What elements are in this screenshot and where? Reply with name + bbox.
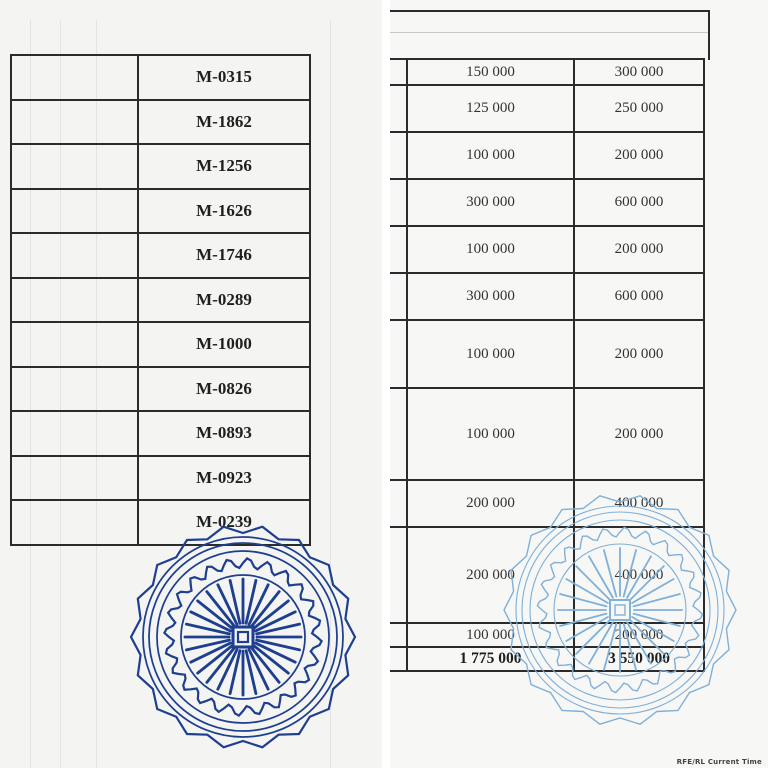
grand-total-row — [390, 647, 704, 671]
amount-cell: 100 000 — [407, 226, 574, 273]
blank-cell — [11, 233, 138, 278]
amount-cell: 200 000 — [407, 527, 574, 623]
stub-cell — [390, 320, 407, 388]
blank-cell — [11, 456, 138, 501]
registration-code: M-0893 — [138, 411, 310, 456]
table-row — [390, 85, 704, 132]
stub-cell — [390, 179, 407, 226]
stub-cell — [390, 388, 407, 480]
table-row — [390, 273, 704, 320]
table-row — [11, 144, 310, 189]
registration-code: M-0289 — [138, 278, 310, 323]
amount-cell: 300 000 — [407, 273, 574, 320]
table-row — [390, 320, 704, 388]
amount-cell: 100 000 — [407, 320, 574, 388]
amount-cell: 100 000 — [407, 623, 574, 647]
table-row — [11, 411, 310, 456]
blank-cell — [11, 100, 138, 145]
grand-total-amount: 1 775 000 — [407, 647, 574, 671]
table-row — [390, 388, 704, 480]
blank-cell — [11, 411, 138, 456]
left-document-page — [0, 0, 382, 768]
table-row — [390, 59, 704, 85]
table-row — [11, 55, 310, 100]
stub-cell — [390, 273, 407, 320]
table-row — [11, 456, 310, 501]
total-cell: 200 000 — [574, 388, 704, 480]
amount-cell: 150 000 — [407, 59, 574, 85]
amount-cell: 300 000 — [407, 179, 574, 226]
blank-cell — [11, 367, 138, 412]
table-header-lines — [390, 10, 710, 60]
source-watermark: RFE/RL Current Time — [676, 758, 762, 766]
blank-cell — [11, 322, 138, 367]
table-row — [390, 179, 704, 226]
right-document-page — [390, 0, 768, 768]
total-cell: 600 000 — [574, 179, 704, 226]
table-row — [11, 100, 310, 145]
registration-code: M-0826 — [138, 367, 310, 412]
table-row — [390, 132, 704, 179]
total-cell: 200 000 — [574, 623, 704, 647]
official-seal-stamp-dark — [128, 522, 358, 752]
registration-code: M-0315 — [138, 55, 310, 100]
blank-cell — [11, 189, 138, 234]
blank-cell — [11, 500, 138, 545]
registration-code: M-1626 — [138, 189, 310, 234]
table-row — [390, 480, 704, 527]
stub-cell — [390, 226, 407, 273]
registration-code: M-1862 — [138, 100, 310, 145]
stub-cell — [390, 647, 407, 671]
table-row — [11, 322, 310, 367]
table-row — [11, 233, 310, 278]
registration-code: M-1746 — [138, 233, 310, 278]
total-cell: 200 000 — [574, 320, 704, 388]
table-row — [390, 527, 704, 623]
grand-total-sum: 3 550 000 — [574, 647, 704, 671]
blank-cell — [11, 55, 138, 100]
stub-cell — [390, 527, 407, 623]
stub-cell — [390, 623, 407, 647]
stub-cell — [390, 132, 407, 179]
stub-cell — [390, 480, 407, 527]
table-row — [11, 367, 310, 412]
table-row — [11, 189, 310, 234]
blank-cell — [11, 278, 138, 323]
table-row — [390, 226, 704, 273]
amount-cell: 200 000 — [407, 480, 574, 527]
table-row — [11, 500, 310, 545]
registration-code: M-1256 — [138, 144, 310, 189]
total-cell: 200 000 — [574, 132, 704, 179]
stub-cell — [390, 85, 407, 132]
amount-cell: 100 000 — [407, 388, 574, 480]
total-cell: 400 000 — [574, 527, 704, 623]
registration-code: M-0923 — [138, 456, 310, 501]
total-cell: 300 000 — [574, 59, 704, 85]
registration-code: M-0239 — [138, 500, 310, 545]
total-cell: 400 000 — [574, 480, 704, 527]
registration-code: M-1000 — [138, 322, 310, 367]
total-cell: 600 000 — [574, 273, 704, 320]
table-row — [390, 623, 704, 647]
amount-cell: 125 000 — [407, 85, 574, 132]
table-row — [11, 278, 310, 323]
amount-cell: 100 000 — [407, 132, 574, 179]
blank-cell — [11, 144, 138, 189]
registration-code-table — [10, 54, 311, 546]
total-cell: 250 000 — [574, 85, 704, 132]
amount-table — [390, 58, 705, 672]
total-cell: 200 000 — [574, 226, 704, 273]
stub-cell — [390, 59, 407, 85]
